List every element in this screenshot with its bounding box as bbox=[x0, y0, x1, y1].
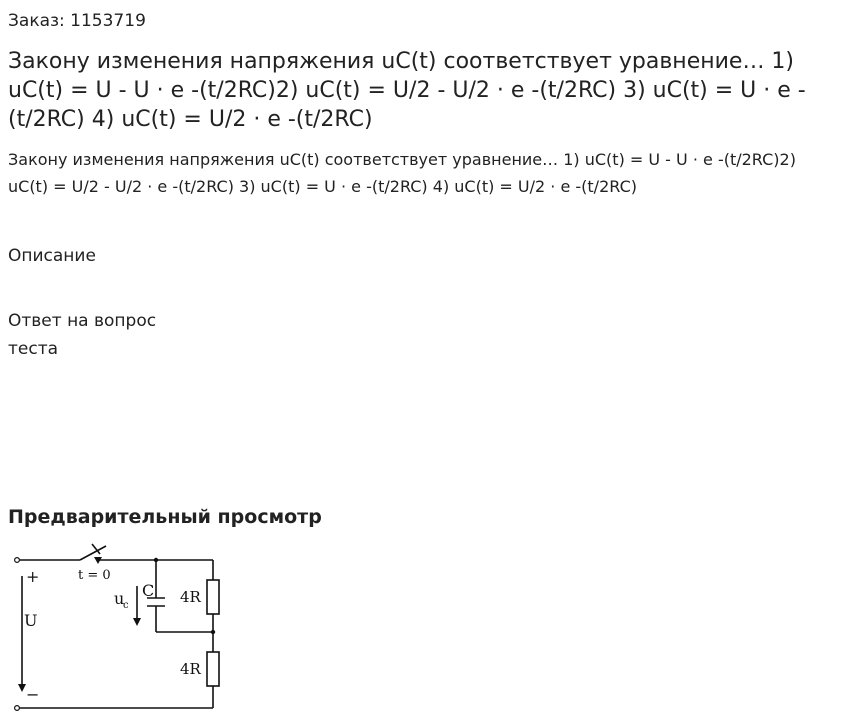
uc-label: u bbox=[114, 589, 125, 608]
terminal-top bbox=[15, 558, 20, 563]
resistor-top-label: 4R bbox=[180, 588, 201, 606]
minus-label: − bbox=[26, 685, 40, 704]
switch-time-label: t = 0 bbox=[78, 568, 111, 583]
answer-label: Ответ на вопрос теста bbox=[8, 311, 157, 359]
resistor-bottom-label: 4R bbox=[180, 660, 201, 678]
preview-heading: Предварительный просмотр bbox=[8, 506, 322, 528]
description-label: Описание bbox=[8, 246, 96, 266]
question-title: Закону изменения напряжения uC(t) соответствует уравнение… 1) uC(t) = U - U · e -(t/2RC)2) uC(t) = U/2 - U/2 · e -(t/2RC) 3) uC(t) = U · e -(t/2RC) 4) uC(t) = U/2 · e -(t/2RC) bbox=[8, 49, 806, 132]
plus-label: + bbox=[26, 567, 40, 586]
source-arrow-head bbox=[18, 684, 26, 692]
order-number: Заказ: 1153719 bbox=[8, 11, 146, 31]
question-text: Закону изменения напряжения uC(t) соответствует уравнение… 1) uC(t) = U - U · e -(t/2RC)2) uC(t) = U/2 - U/2 · e -(t/2RC) 3) uC(t) = U · e -(t/2RC) 4) uC(t) = U/2 · e -(t/2RC) bbox=[8, 150, 796, 196]
resistor-top bbox=[207, 580, 219, 614]
node-mid bbox=[211, 630, 215, 634]
terminal-bottom bbox=[15, 706, 20, 711]
capacitor-label: C bbox=[142, 581, 155, 600]
circuit-diagram bbox=[10, 540, 225, 720]
uc-subscript: c bbox=[123, 600, 129, 611]
resistor-bottom bbox=[207, 652, 219, 686]
node-top-cap bbox=[154, 558, 158, 562]
source-label: U bbox=[24, 611, 38, 630]
switch-blade bbox=[80, 546, 106, 560]
uc-arrow-head bbox=[133, 618, 141, 626]
